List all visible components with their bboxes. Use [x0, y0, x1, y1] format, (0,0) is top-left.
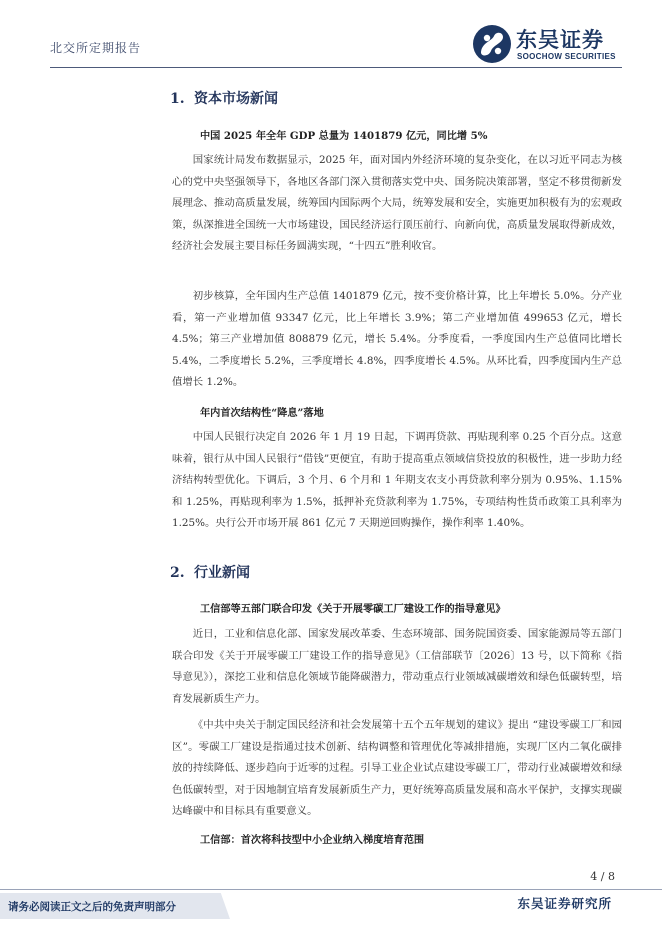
news-headline-smes: 工信部：首次将科技型中小企业纳入梯度培育范围 [200, 834, 425, 846]
section-number: 2. [170, 565, 185, 581]
section-title-text: 资本市场新闻 [194, 91, 278, 107]
footer-divider [0, 889, 662, 890]
news-headline-rate-cut: 年内首次结构性“降息”落地 [200, 407, 324, 419]
section-title-capital-market [170, 88, 278, 108]
page-number: 4 / 8 [590, 870, 615, 883]
news-paragraph: 中国人民银行决定自 2026 年 1 月 19 日起，下调再贷款、再贴现利率 0.25 个百分点。这意味着，银行从中国人民银行“借钱”更便宜，有助于提高重点领域信贷投放的积极性，进一步助力经济结构转型优化。下调后，3 个月、6 个月和 1 年期支农支小再贷款利率分别为 0.95%、1.15%和 1.25%，再贴现利率为 1.5%，抵押补充贷款利率为 1.75%，专项结构性货币政策工具利率为 1.25%。央行公开市场开展 861 亿元 7 天期逆回购操作，操作利率 1.40%。 [172, 431, 622, 529]
section-title-industry [170, 562, 250, 582]
company-logo [472, 24, 622, 68]
report-type-label: 北交所定期报告 [50, 41, 142, 55]
news-paragraph: 初步核算，全年国内生产总值 1401879 亿元，按不变价格计算，比上年增长 5.0%。分产业看，第一产业增加值 93347 亿元，比上年增长 3.9%；第二产业增加值 499653 亿元，增长 4.5%；第三产业增加值 808879 亿元，增长 5.4%。分季度看，一季度国内生产总值同比增长 5.4%，二季度增长 5.2%，三季度增长 4.8%，四季度增长 4.5%。从环比看，四季度国内生产总值增长 1.2%。 [172, 290, 622, 388]
news-headline-zero-carbon: 工信部等五部门联合印发《关于开展零碳工厂建设工作的指导意见》 [200, 603, 506, 615]
logo-english-name: SOOCHOW SECURITIES [517, 52, 616, 61]
section-title-text: 行业新闻 [194, 565, 250, 581]
header-divider [50, 67, 622, 68]
news-headline-gdp: 中国 2025 年全年 GDP 总量为 1401879 亿元，同比增 5% [200, 130, 488, 142]
news-paragraph: 《中共中央关于制定国民经济和社会发展第十五个五年规划的建议》提出 “建设零碳工厂和园区”。零碳工厂建设是指通过技术创新、结构调整和管理优化等减排措施，实现厂区内二氧化碳排放的持续降低、逐步趋向于近零的过程。引导工业企业试点建设零碳工厂，带动行业减碳增效和绿色低碳转型，对于因地制宜培育发展新质生产力，更好统筹高质量发展和高水平保护，支撑实现碳达峰碳中和目标具有重要意义。 [172, 719, 622, 817]
logo-chinese-name: 东吴证券 [516, 28, 604, 52]
news-paragraph: 国家统计局发布数据显示，2025 年，面对国内外经济环境的复杂变化，在以习近平同志为核心的党中央坚强领导下，各地区各部门深入贯彻落实党中央、国务院决策部署，坚定不移贯彻新发展理念、推动高质量发展，统筹国内国际两个大局，统筹发展和安全，实施更加积极有为的宏观政策，纵深推进全国统一大市场建设，国民经济运行顶压前行、向新向优，高质量发展取得新成效，经济社会发展主要目标任务圆满实现，“十四五”胜利收官。 [172, 154, 622, 252]
disclaimer-text: 请务必阅读正文之后的免责声明部分 [8, 901, 176, 913]
soochow-logo-icon [472, 24, 512, 64]
section-number: 1. [170, 91, 185, 107]
research-institute-name: 东吴证券研究所 [517, 896, 612, 911]
news-paragraph: 近日，工业和信息化部、国家发展改革委、生态环境部、国务院国资委、国家能源局等五部门联合印发《关于开展零碳工厂建设工作的指导意见》（工信部联节〔2026〕13 号，以下简称《指导意见》），深挖工业和信息化领域节能降碳潜力，带动重点行业领域减碳增效和绿色低碳转型，培育发展新质生产力。 [172, 628, 622, 705]
